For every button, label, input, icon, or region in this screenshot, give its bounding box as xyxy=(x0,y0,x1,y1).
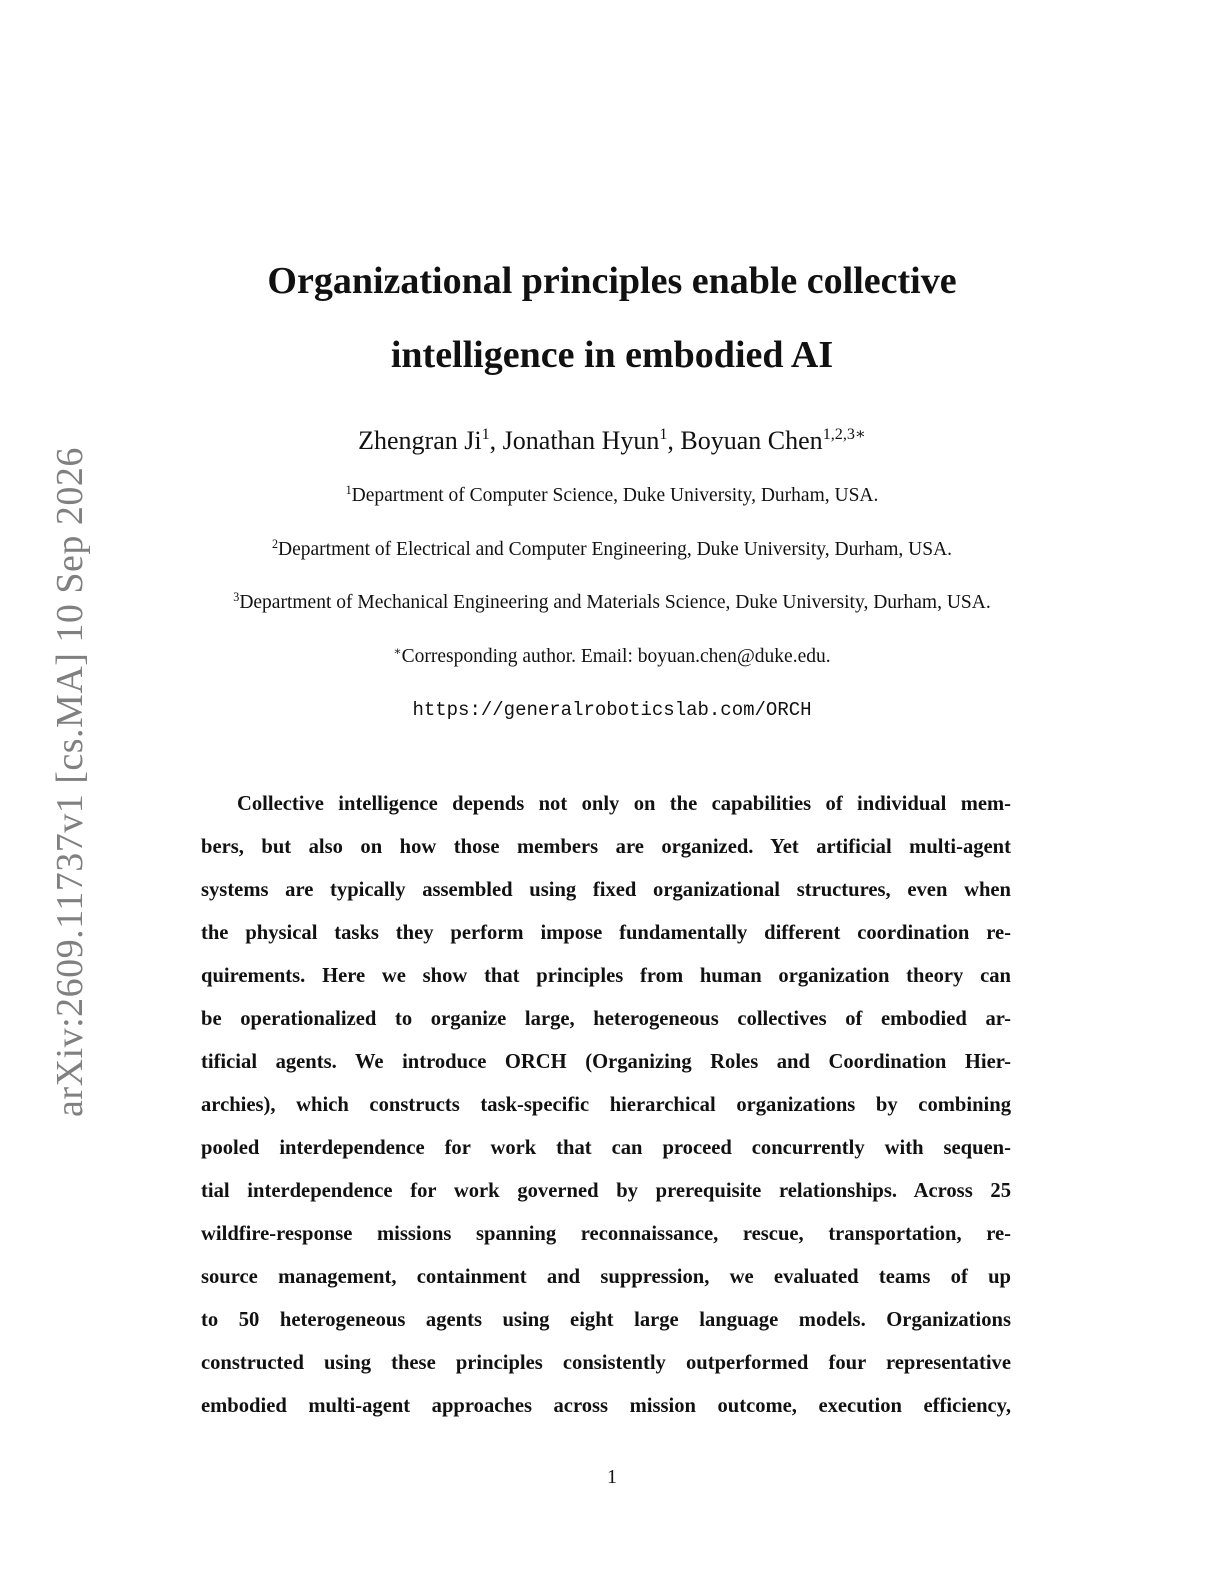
affiliation-text: Department of Electrical and Computer Engineering, Duke University, Durham, USA. xyxy=(278,539,953,560)
abstract-line: quirements. Here we show that principles from human organization theory can xyxy=(201,965,1011,987)
abstract xyxy=(201,783,1011,1428)
abstract-line: pooled interdependence for work that can proceed concurrently with sequen- xyxy=(201,1137,1011,1159)
abstract-line: wildfire-response missions spanning reconnaissance, rescue, transportation, re- xyxy=(201,1223,1011,1245)
author-affiliation-mark: 1 xyxy=(659,426,668,444)
arxiv-identifier: arXiv:2609.11737v1 [cs.MA] 10 Sep 2026 xyxy=(49,447,91,1117)
abstract-line: embodied multi-agent approaches across mission outcome, execution efficiency, xyxy=(201,1395,1011,1417)
affiliation-2 xyxy=(0,538,1224,563)
corresponding-mark: ∗ xyxy=(393,643,402,658)
paper-title xyxy=(0,244,1224,392)
affiliation-mark: 3 xyxy=(233,589,240,604)
abstract-line: systems are typically assembled using fixed organizational structures, even when xyxy=(201,879,1011,901)
affiliation-3 xyxy=(0,591,1224,616)
abstract-line: constructed using these principles consistently outperformed four representative xyxy=(201,1352,1011,1374)
author-name: Jonathan Hyun xyxy=(502,426,660,455)
abstract-line: archies), which constructs task-specific hierarchical organizations by combining xyxy=(201,1094,1011,1116)
abstract-line: Collective intelligence depends not only on the capabilities of individual mem- xyxy=(237,793,1011,815)
affiliation-text: Department of Mechanical Engineering and Materials Science, Duke University, Durham, USA. xyxy=(239,592,991,613)
abstract-line: to 50 heterogeneous agents using eight large language models. Organizations xyxy=(201,1309,1011,1331)
abstract-line: the physical tasks they perform impose fundamentally different coordination re- xyxy=(201,922,1011,944)
corresponding-author-note xyxy=(0,645,1224,670)
affiliation-mark: 2 xyxy=(271,536,279,551)
affiliation-text: Department of Computer Science, Duke University, Durham, USA. xyxy=(351,485,879,506)
page-number: 1 xyxy=(607,1466,617,1488)
project-url-link[interactable]: https://generalroboticslab.com/ORCH xyxy=(412,699,812,721)
corresponding-text: Corresponding author. Email: boyuan.chen@duke.edu. xyxy=(401,646,831,667)
author-list: Zhengran Ji$^1$, Jonathan Hyun$^1$, Boyuan Chen$^{1,2,3∗}$ xyxy=(358,426,866,455)
author-name: Boyuan Chen xyxy=(680,426,823,455)
abstract-line: tificial agents. We introduce ORCH (Organizing Roles and Coordination Hier- xyxy=(201,1051,1011,1073)
author-affiliation-mark: 1,2,3∗ xyxy=(822,426,866,444)
abstract-line: tial interdependence for work governed by prerequisite relationships. Across 25 xyxy=(201,1180,1011,1202)
affiliation-mark: 1 xyxy=(345,482,352,497)
abstract-line: be operationalized to organize large, heterogeneous collectives of embodied ar- xyxy=(201,1008,1011,1030)
title-line-2: intelligence in embodied AI xyxy=(390,334,834,376)
author-affiliation-mark: 1 xyxy=(481,426,490,444)
author-name: Zhengran Ji xyxy=(358,426,482,455)
affiliation-1 xyxy=(0,484,1224,509)
abstract-line: source management, containment and suppression, we evaluated teams of up xyxy=(201,1266,1011,1288)
abstract-line: bers, but also on how those members are organized. Yet artificial multi-agent xyxy=(201,836,1011,858)
title-line-1: Organizational principles enable collective xyxy=(267,260,957,302)
